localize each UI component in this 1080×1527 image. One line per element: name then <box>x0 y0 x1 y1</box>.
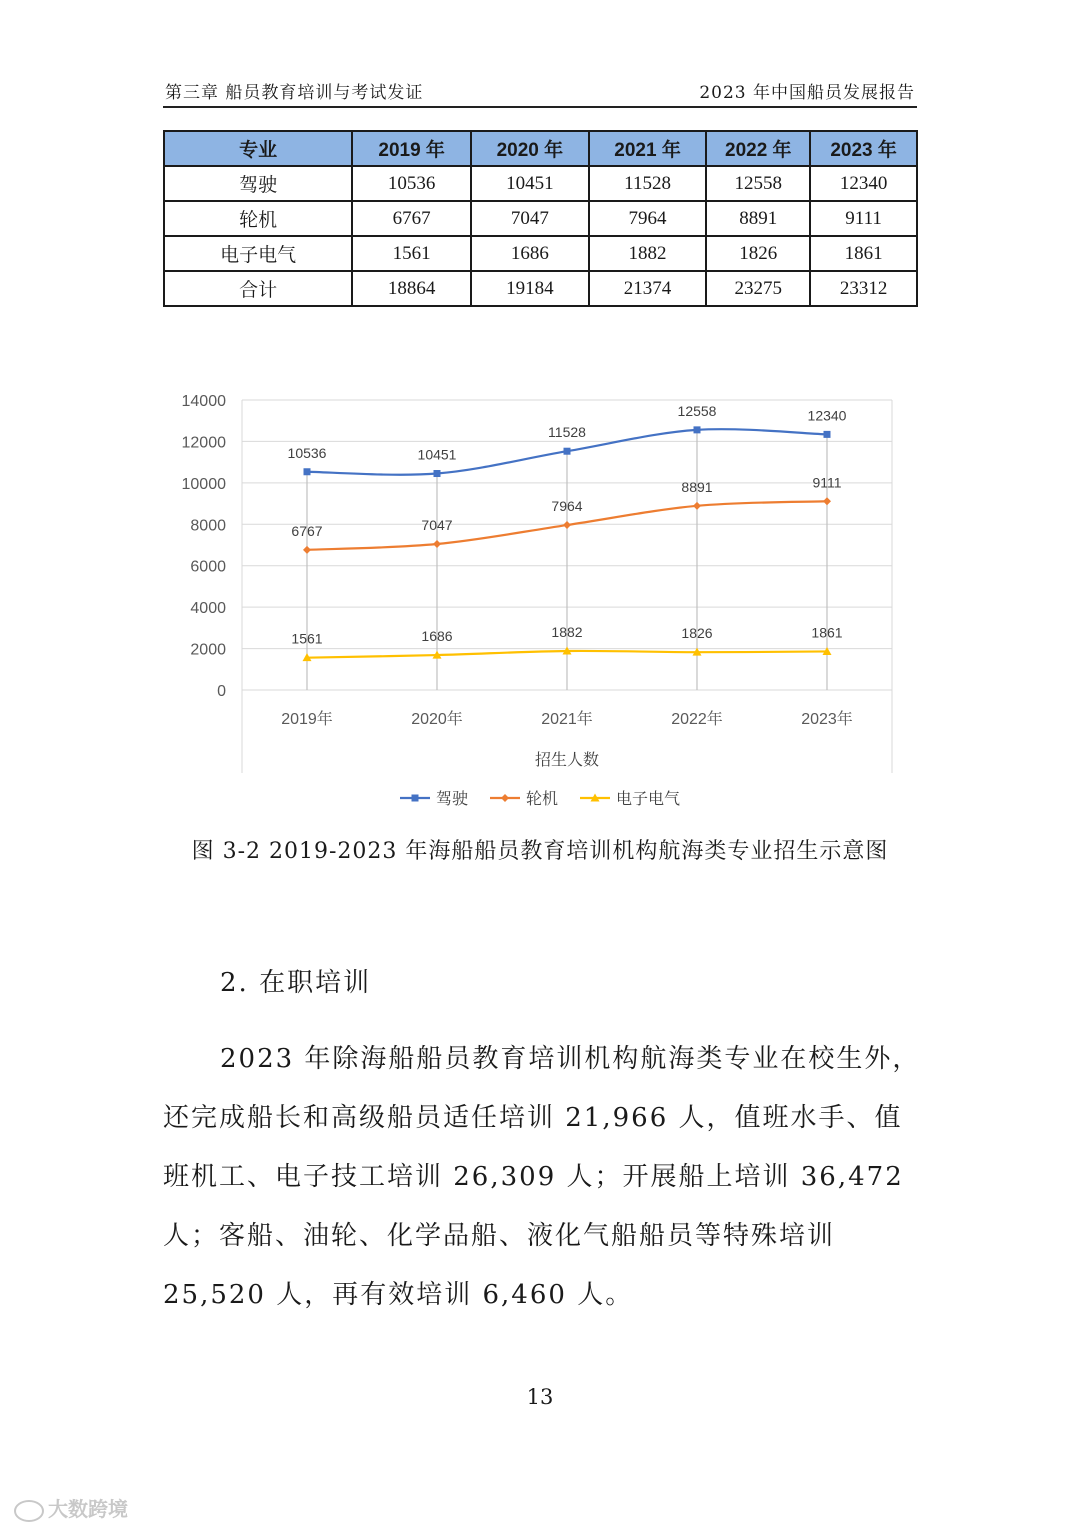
table-cell: 1861 <box>810 236 917 271</box>
data-label: 6767 <box>291 522 323 539</box>
data-point-marker <box>412 795 419 802</box>
y-tick-label: 6000 <box>190 558 226 576</box>
table-cell: 7047 <box>471 201 589 236</box>
data-label: 1882 <box>551 624 583 641</box>
table-cell: 19184 <box>471 271 589 306</box>
section-heading: 2. 在职培训 <box>220 968 372 998</box>
page-header <box>163 78 917 108</box>
y-tick-label: 2000 <box>190 641 226 659</box>
table-cell: 驾驶 <box>164 166 352 201</box>
body-paragraph <box>163 1030 923 1325</box>
watermark-text: 大数跨境 <box>48 1497 128 1521</box>
data-label: 7047 <box>421 517 453 534</box>
page-number: 13 <box>526 1385 554 1409</box>
table-cell: 轮机 <box>164 201 352 236</box>
table-header-cell: 2022 年 <box>706 131 810 166</box>
data-label: 11528 <box>548 424 586 441</box>
data-label: 12558 <box>677 402 717 419</box>
table-cell: 1561 <box>352 236 471 271</box>
x-tick-label: 2020年 <box>411 711 463 728</box>
table-cell: 8891 <box>706 201 810 236</box>
table-header-cell: 2020 年 <box>471 131 589 166</box>
x-tick-label: 2019年 <box>281 711 333 728</box>
data-label: 7964 <box>551 498 583 515</box>
table-cell: 18864 <box>352 271 471 306</box>
table-cell: 7964 <box>589 201 707 236</box>
table-header-cell: 2021 年 <box>589 131 707 166</box>
data-label: 12340 <box>807 407 847 424</box>
data-point-marker <box>824 431 831 438</box>
table-row <box>164 271 917 306</box>
table-cell: 12558 <box>706 166 810 201</box>
table-cell: 23275 <box>706 271 810 306</box>
watermark-logo-icon <box>14 1500 44 1522</box>
data-label: 1826 <box>681 625 713 642</box>
table-cell: 1882 <box>589 236 707 271</box>
table-cell: 6767 <box>352 201 471 236</box>
legend-label: 驾驶 <box>436 791 469 808</box>
x-tick-label: 2021年 <box>541 711 593 728</box>
y-tick-label: 14000 <box>181 393 226 410</box>
y-tick-label: 10000 <box>181 475 226 493</box>
x-tick-label: 2023年 <box>801 711 853 728</box>
data-label: 9111 <box>812 474 842 491</box>
table-cell: 10451 <box>471 166 589 201</box>
data-point-marker <box>694 426 701 433</box>
chapter-title: 第三章 船员教育培训与考试发证 <box>165 83 424 103</box>
y-tick-label: 0 <box>217 683 226 700</box>
table-row <box>164 166 917 201</box>
y-tick-label: 4000 <box>190 600 226 618</box>
legend-label: 电子电气 <box>616 791 681 808</box>
data-label: 1686 <box>421 628 453 645</box>
table-cell: 23312 <box>810 271 917 306</box>
report-title: 2023 年中国船员发展报告 <box>699 83 915 103</box>
enrollment-table <box>163 130 918 307</box>
table-header-cell: 专业 <box>164 131 352 166</box>
data-label: 1861 <box>811 624 843 641</box>
watermark <box>14 1493 128 1522</box>
table-row <box>164 201 917 236</box>
table-cell: 12340 <box>810 166 917 201</box>
x-tick-label: 2022年 <box>671 711 723 728</box>
table-cell: 电子电气 <box>164 236 352 271</box>
data-point-marker <box>303 546 311 554</box>
y-tick-label: 12000 <box>181 434 226 452</box>
y-tick-label: 8000 <box>190 517 226 535</box>
table-row <box>164 236 917 271</box>
data-label: 10451 <box>417 446 457 463</box>
legend-label: 轮机 <box>526 791 559 808</box>
data-point-marker <box>304 468 311 475</box>
table-header-cell: 2023 年 <box>810 131 917 166</box>
table-cell: 10536 <box>352 166 471 201</box>
data-point-marker <box>433 540 441 548</box>
figure-caption: 图 3-2 2019-2023 年海船船员教育培训机构航海类专业招生示意图 <box>191 839 889 864</box>
data-point-marker <box>823 497 831 505</box>
line-chart-svg <box>160 380 920 820</box>
data-point-marker <box>564 448 571 455</box>
paragraph-text: 2023 年除海船船员教育培训机构航海类专业在校生外，还完成船长和高级船员适任培训 21,966 人，值班水手、值班机工、电子技工培训 26,309 人；开展船上培训 36,472 人；客船、油轮、化学品船、液化气船船员等特殊培训 25,520 人，再有效培训 6,460 人。 <box>163 1044 921 1310</box>
enrollment-chart <box>160 380 920 820</box>
data-point-marker <box>563 521 571 529</box>
table-header-cell: 2019 年 <box>352 131 471 166</box>
data-label: 10536 <box>287 444 327 461</box>
table-cell: 9111 <box>810 201 917 236</box>
data-point-marker <box>434 470 441 477</box>
table-cell: 1686 <box>471 236 589 271</box>
data-label: 8891 <box>681 478 713 495</box>
table-cell: 11528 <box>589 166 707 201</box>
data-point-marker <box>693 502 701 510</box>
data-label: 1561 <box>291 630 323 647</box>
x-axis-title: 招生人数 <box>534 752 600 769</box>
data-point-marker <box>501 794 509 802</box>
table-header-row <box>164 131 917 166</box>
table-cell: 合计 <box>164 271 352 306</box>
table-cell: 1826 <box>706 236 810 271</box>
table-cell: 21374 <box>589 271 707 306</box>
